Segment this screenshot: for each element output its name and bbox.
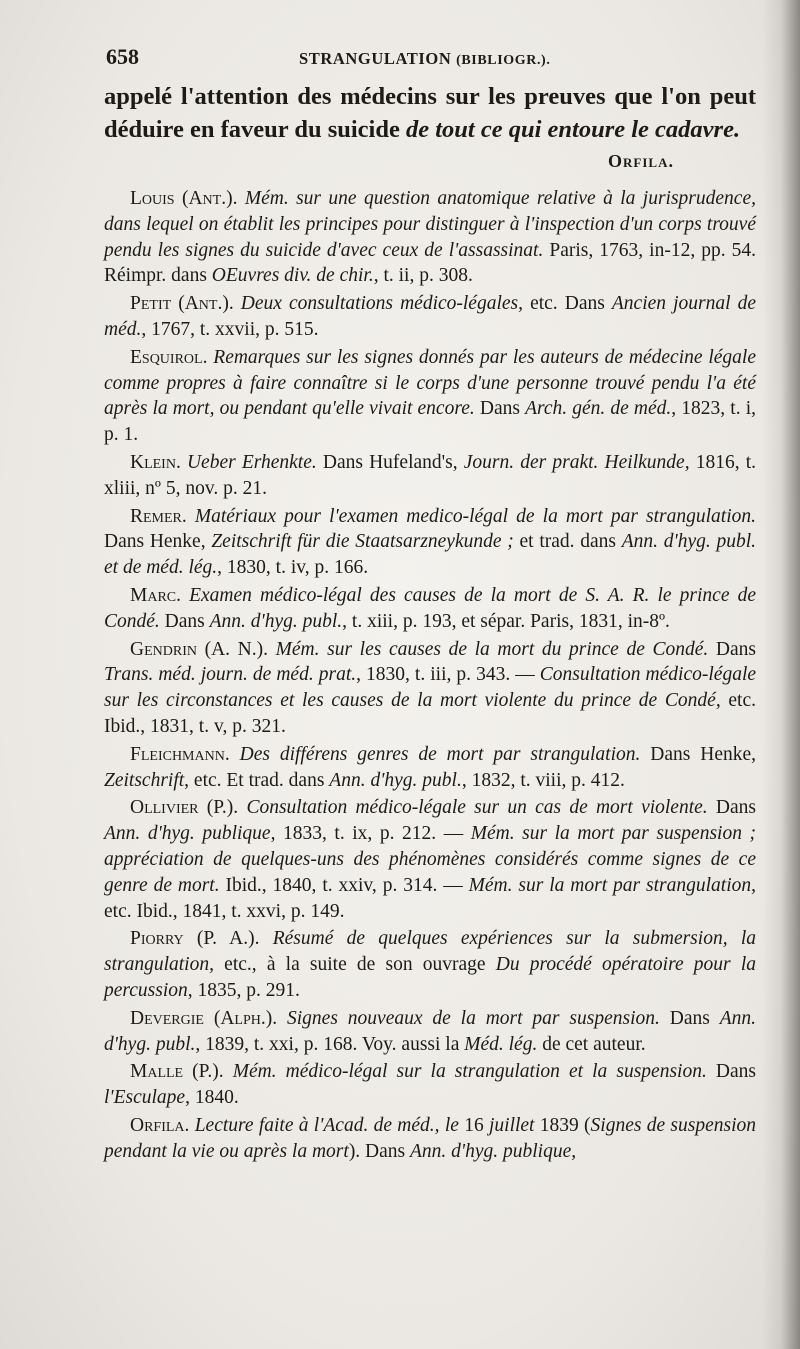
entry-title: Examen médico-légal des causes de la mort de S. A. R. le prince de Condé. — [104, 584, 756, 632]
entry-source: Trans. méd. journ. de méd. prat. — [104, 664, 357, 686]
entry-source: Ann. d'hyg. publ. — [329, 769, 462, 791]
entry-text: , 1832, t. viii, p. 412. — [461, 769, 625, 791]
entry-text: etc. Dans — [523, 293, 612, 315]
entry-text: Dans — [708, 638, 757, 660]
entry-text: , 1823, t. i, p. 1. — [104, 398, 757, 446]
running-head — [299, 49, 550, 69]
entry-source: Méd. lég. — [464, 1033, 538, 1055]
entry-author: Klein. — [130, 451, 187, 473]
bibliography-entry — [104, 583, 756, 635]
entry-text: Dans Henke, — [640, 743, 756, 765]
entry-author: Ollivier (P.). — [130, 797, 247, 819]
entry-text: Dans — [159, 610, 210, 632]
entry-title: Mém. sur une question anatomique relative à la jurisprudence, dans lequel on établit les principes pour distinguer à l'inspection d'un corps trouvé pendu les signes du suicide d'avec ceux de l'assassinat. — [104, 188, 756, 261]
entry-text: 1839 ( — [534, 1114, 591, 1136]
entry-source: Mém. sur la mort par strangulation — [468, 874, 752, 896]
entry-source: Zeitschrift für die Staatsarzneykunde ; — [211, 531, 514, 553]
page-gutter-shadow — [762, 0, 800, 1349]
entry-text: Dans — [707, 797, 756, 819]
entry-title: Des différens genres de mort par strangulation. — [239, 743, 641, 765]
entry-source: Ann. d'hyg. publ. — [104, 1007, 757, 1055]
running-head-main: STRANGULATION — [299, 49, 452, 68]
entry-source: OEuvres div. de chir. — [211, 265, 374, 287]
entry-text: Ibid., 1840, t. xxiv, p. 314. — — [219, 874, 469, 896]
entry-text: Dans — [659, 1007, 720, 1029]
entry-text: , 1830, t. iii, p. 343. — — [356, 664, 540, 686]
entry-source: Ann. d'hyg. publ. et de méd. lég. — [104, 531, 757, 579]
entry-text: , etc. Ibid., 1841, t. xxvi, p. 149. — [104, 874, 757, 922]
entry-text: 16 — [458, 1114, 489, 1136]
bibliography-entry — [104, 186, 756, 289]
bibliography-entry — [104, 1113, 756, 1165]
entry-text: , etc. Ibid., 1831, t. v, p. 321. — [104, 690, 757, 737]
entry-source: Mém. sur la mort par suspension ; appréciation de quelques-uns des phénomènes considérés comme signes de ce genre de mort. — [104, 823, 756, 896]
entry-source: Journ. der prakt. Heilkunde, — [463, 451, 690, 473]
intro-paragraph — [104, 80, 756, 174]
entry-author: Devergie (Alph.). — [130, 1007, 287, 1029]
entry-author: Malle (P.). — [130, 1061, 233, 1083]
entry-title: Deux consultations médico-légales, — [240, 293, 523, 315]
entry-source: Zeitschrift — [104, 769, 185, 791]
entry-text: , 1767, t. xxvii, p. 515. — [141, 318, 319, 340]
bibliography-entry — [104, 345, 756, 448]
page-content — [104, 42, 756, 1166]
entry-author: Marc. — [130, 584, 190, 606]
entry-title: Signes nouveaux de la mort par suspension. — [287, 1007, 660, 1029]
entry-source: Ancien journal de méd. — [104, 293, 756, 340]
entry-source: juillet — [488, 1114, 535, 1136]
entry-author: Remer. — [130, 505, 195, 527]
entry-text: Paris, 1763, in-12, pp. 54. Réimpr. dans — [104, 239, 756, 287]
running-head-paren: (BIBLIOGR.). — [456, 53, 551, 68]
entry-author: Piorry (P. A.). — [130, 928, 273, 950]
entry-title: Lecture faite à l'Acad. de méd., le — [194, 1114, 459, 1136]
intro-text-roman: appelé l'attention des médecins sur les preuves que l'on peut déduire en faveur du suicide — [104, 83, 756, 143]
entry-source: Arch. gén. de méd. — [525, 398, 672, 420]
bibliography-entry — [104, 1059, 756, 1111]
entry-text: Dans Henke, — [104, 531, 212, 553]
entry-author: Gendrin (A. N.). — [130, 638, 276, 660]
bibliography-entry — [104, 926, 756, 1003]
entry-text: , 1840. — [185, 1087, 239, 1109]
entry-source: Consultation médico-légale sur les circonstances et les causes de la mort violente du prince de Condé — [104, 664, 757, 712]
entry-text: , 1839, t. xxi, p. 168. Voy. aussi la — [195, 1033, 465, 1055]
bibliography-entry — [104, 742, 756, 794]
bibliography-entry — [104, 795, 756, 924]
entry-text: , t. xiii, p. 193, et sépar. Paris, 1831, in-8º. — [342, 610, 670, 632]
entry-title: Résumé de quelques expériences sur la submersion, la strangulation, — [104, 928, 756, 976]
intro-text-italic: de tout ce qui entoure le cadavre. — [405, 116, 741, 143]
entry-title: Ueber Erhenkte. — [186, 451, 317, 473]
entry-author: Orfila. — [130, 1114, 195, 1136]
entry-author: Fleichmann. — [130, 743, 240, 765]
entry-text: de cet auteur. — [537, 1033, 646, 1055]
entry-source: Du procédé opératoire pour la percussion — [104, 954, 756, 1001]
entry-text: , 1833, t. ix, p. 212. — — [270, 823, 471, 845]
bibliography-list — [104, 186, 756, 1164]
entry-author: Esquirol. — [130, 346, 214, 368]
bibliography-entry — [104, 1006, 756, 1058]
entry-title: Mém. sur les causes de la mort du prince de Condé. — [275, 638, 709, 660]
intro-signature: Orfila. — [608, 151, 674, 171]
entry-text: , t. ii, p. 308. — [373, 265, 473, 287]
entry-text: , 1830, t. iv, p. 166. — [217, 557, 369, 579]
entry-title: Mém. médico-légal sur la strangulation et la suspension. — [232, 1061, 707, 1083]
entry-title: Remarques sur les signes donnés par les auteurs de médecine légale comme propres à faire connaître si le corps d'une personne trouvé pendu l'a été après la mort, ou pendant qu'elle vivait encore. — [104, 346, 756, 420]
page-number: 658 — [106, 44, 139, 69]
entry-source: Signes de suspension pendant la vie ou après la mort — [104, 1114, 757, 1162]
bibliography-entry — [104, 637, 756, 740]
entry-text: et trad. dans — [513, 531, 622, 553]
entry-text: etc., à la suite de son ouvrage — [213, 954, 496, 976]
entry-text: , 1835, p. 291. — [187, 979, 300, 1001]
entry-source: Ann. d'hyg. publique, — [410, 1140, 577, 1162]
intro-text — [104, 80, 756, 146]
entry-text: ). Dans — [348, 1140, 411, 1162]
entry-text: 1816, t. xliii, nº 5, nov. p. 21. — [104, 451, 757, 499]
entry-text: Dans Hufeland's, — [316, 451, 464, 473]
entry-author: Petit (Ant.). — [130, 293, 241, 315]
entry-title: Matériaux pour l'examen medico-légal de la mort par strangulation. — [194, 505, 756, 527]
entry-source: Ann. d'hyg. publ. — [209, 610, 343, 632]
entry-author: Louis (Ant.). — [130, 188, 245, 209]
entry-text: , etc. Et trad. dans — [184, 769, 330, 791]
bibliography-entry — [104, 450, 756, 502]
entry-source: Ann. d'hyg. publique — [104, 823, 271, 845]
entry-text: Dans — [474, 398, 526, 420]
entry-source: l'Esculape — [104, 1087, 186, 1109]
bibliography-entry — [104, 291, 756, 343]
entry-text: Dans — [706, 1061, 757, 1083]
page-header — [104, 42, 756, 80]
entry-title: Consultation médico-légale sur un cas de mort violente. — [246, 797, 708, 819]
bibliography-entry — [104, 504, 756, 581]
